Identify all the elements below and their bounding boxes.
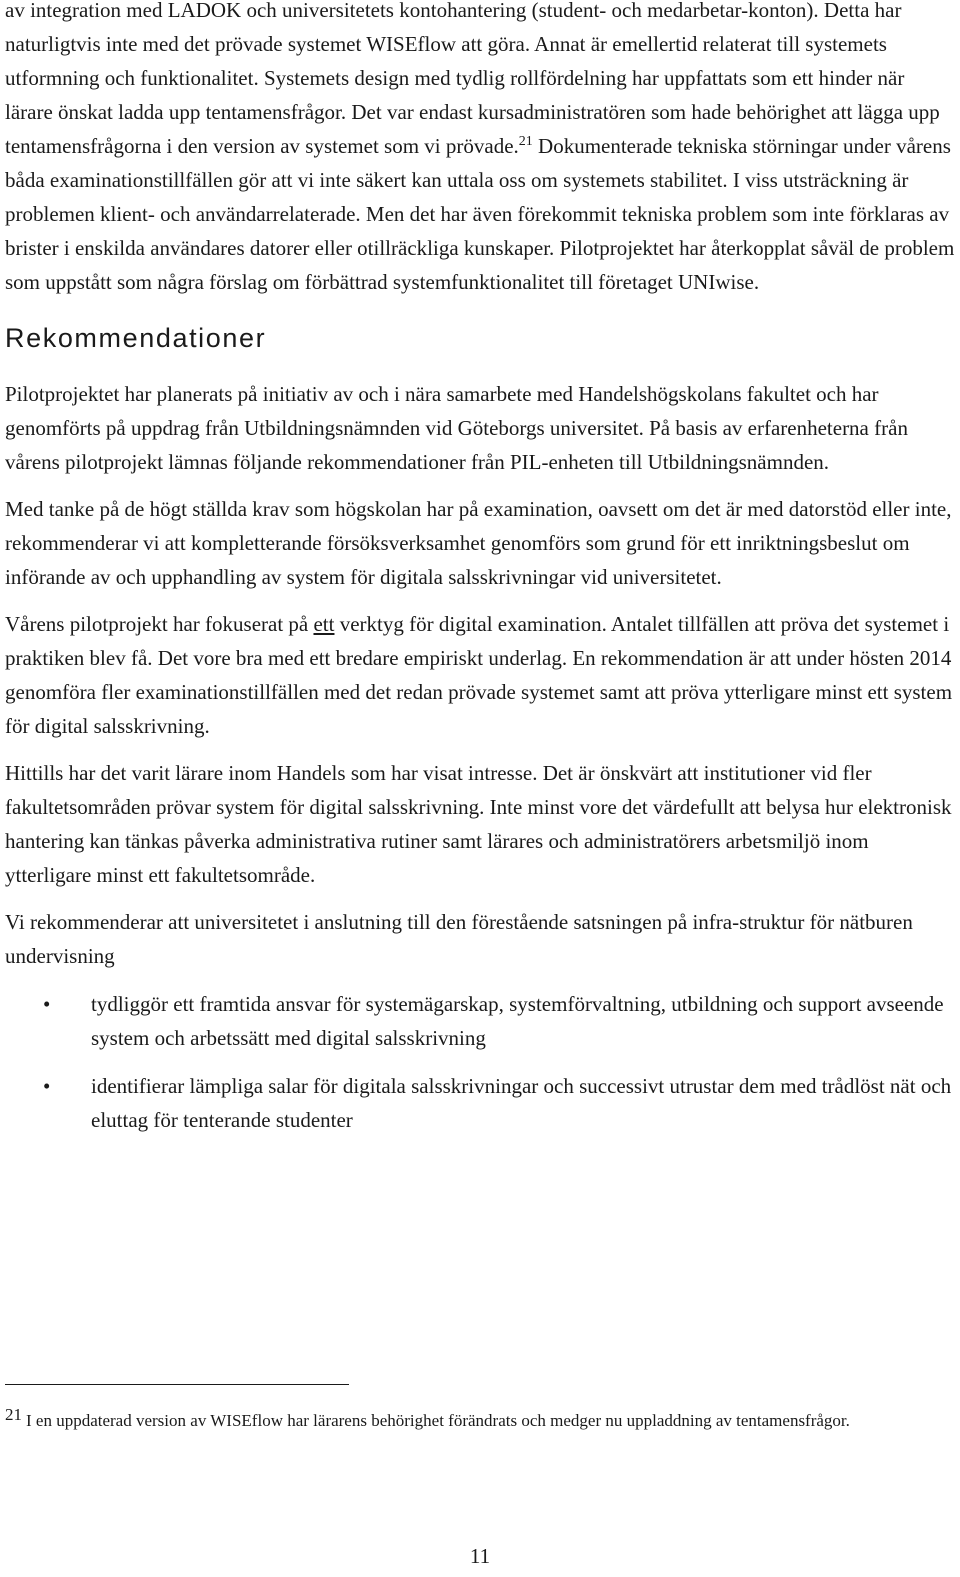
page-body (5, 0, 955, 1151)
list-item-text: tydliggör ett framtida ansvar för systemägarskap, systemförvaltning, utbildning och support avseende system och arbetssätt med digital salsskrivning (91, 992, 944, 1050)
footnote-separator (5, 1384, 349, 1385)
paragraph-text: Dokumenterade tekniska störningar under vårens båda examinationstillfällen gör att vi inte säkert kan uttala oss om systemets stabilitet. I viss utsträckning är problemen klient- och användarrelaterade. Men det har även förekommit tekniska problem som inte förklaras av brister i enskilda användares datorer eller otillräckliga kunskaper. Pilotprojektet har återkopplat såväl de problem som uppstått som några förslag om förbättrad systemfunktionalitet till företaget UNIwise. (5, 134, 955, 294)
paragraph (5, 607, 955, 743)
bullet-icon: • (43, 1074, 51, 1098)
footnote-text: I en uppdaterad version av WISEflow har lärarens behörighet förändrats och medger nu uppladdning av tentamensfrågor. (26, 1411, 850, 1430)
footnote-number: 21 (5, 1405, 22, 1424)
paragraph (5, 0, 955, 299)
section-heading: Rekommendationer (5, 323, 267, 353)
paragraph: Hittills har det varit lärare inom Handels som har visat intresse. Det är önskvärt att institutioner vid fler fakultetsområden prövar system för digital salsskrivning. Inte minst vore det värdefullt att belysa hur elektronisk hantering kan tänkas påverka administrativa rutiner samt lärares och administratörers arbetsmiljö inom ytterligare minst ett fakultetsområde. (5, 761, 952, 887)
paragraph: Vi rekommenderar att universitetet i anslutning till den förestående satsningen på infra-struktur för nätburen undervisning (5, 910, 913, 968)
paragraph: Pilotprojektet har planerats på initiativ av och i nära samarbete med Handelshögskolans fakultet och har genomförts på uppdrag från Utbildningsnämnden vid Göteborgs universitet. På basis av erfarenheterna från vårens pilotprojekt lämnas följande rekommendationer från PIL-enheten till Utbildningsnämnden. (5, 382, 908, 474)
footnote-reference[interactable]: 21 (518, 134, 533, 149)
emphasized-word: ett (313, 612, 335, 636)
paragraph-text: verktyg för digital examination. Antalet tillfällen att pröva det systemet i praktiken blev få. Det vore bra med ett bredare empiriskt underlag. En rekommendation är att under hösten 2014 genomföra fler examinationstillfällen med det redan prövade systemet samt att pröva ytterligare minst ett system för digital salsskrivning. (5, 612, 953, 738)
footnote (5, 1405, 905, 1433)
list-item-text: identifierar lämpliga salar för digitala salsskrivningar och successivt utrustar dem med trådlöst nät och eluttag för tenterande studenter (91, 1074, 952, 1132)
paragraph-text: av integration med LADOK och universitetets kontohantering (student- och medarbetar-konton). Detta har naturligtvis inte med det prövade systemet WISEflow att göra. Annat är emellertid relaterat till systemets utformning och funktionalitet. Systemets design med tydlig rollfördelning har uppfattats som ett hinder när lärare önskat ladda upp tentamensfrågor. Det var endast kursadministratören som hade behörighet att lägga upp tentamensfrågorna i den version av systemet som vi prövade. (5, 0, 940, 158)
list-item (5, 1069, 955, 1137)
list-item (5, 987, 955, 1055)
paragraph: Med tanke på de högt ställda krav som högskolan har på examination, oavsett om det är med datorstöd eller inte, rekommenderar vi att kompletterande försöksverksamhet genomförs som grund för ett inriktningsbeslut om införande av och upphandling av system för digitala salsskrivningar vid universitetet. (5, 497, 952, 589)
recommendation-list (5, 987, 955, 1137)
paragraph-text: Vårens pilotprojekt har fokuserat på (5, 612, 314, 636)
page-number: 11 (469, 1544, 491, 1568)
bullet-icon: • (43, 992, 51, 1016)
